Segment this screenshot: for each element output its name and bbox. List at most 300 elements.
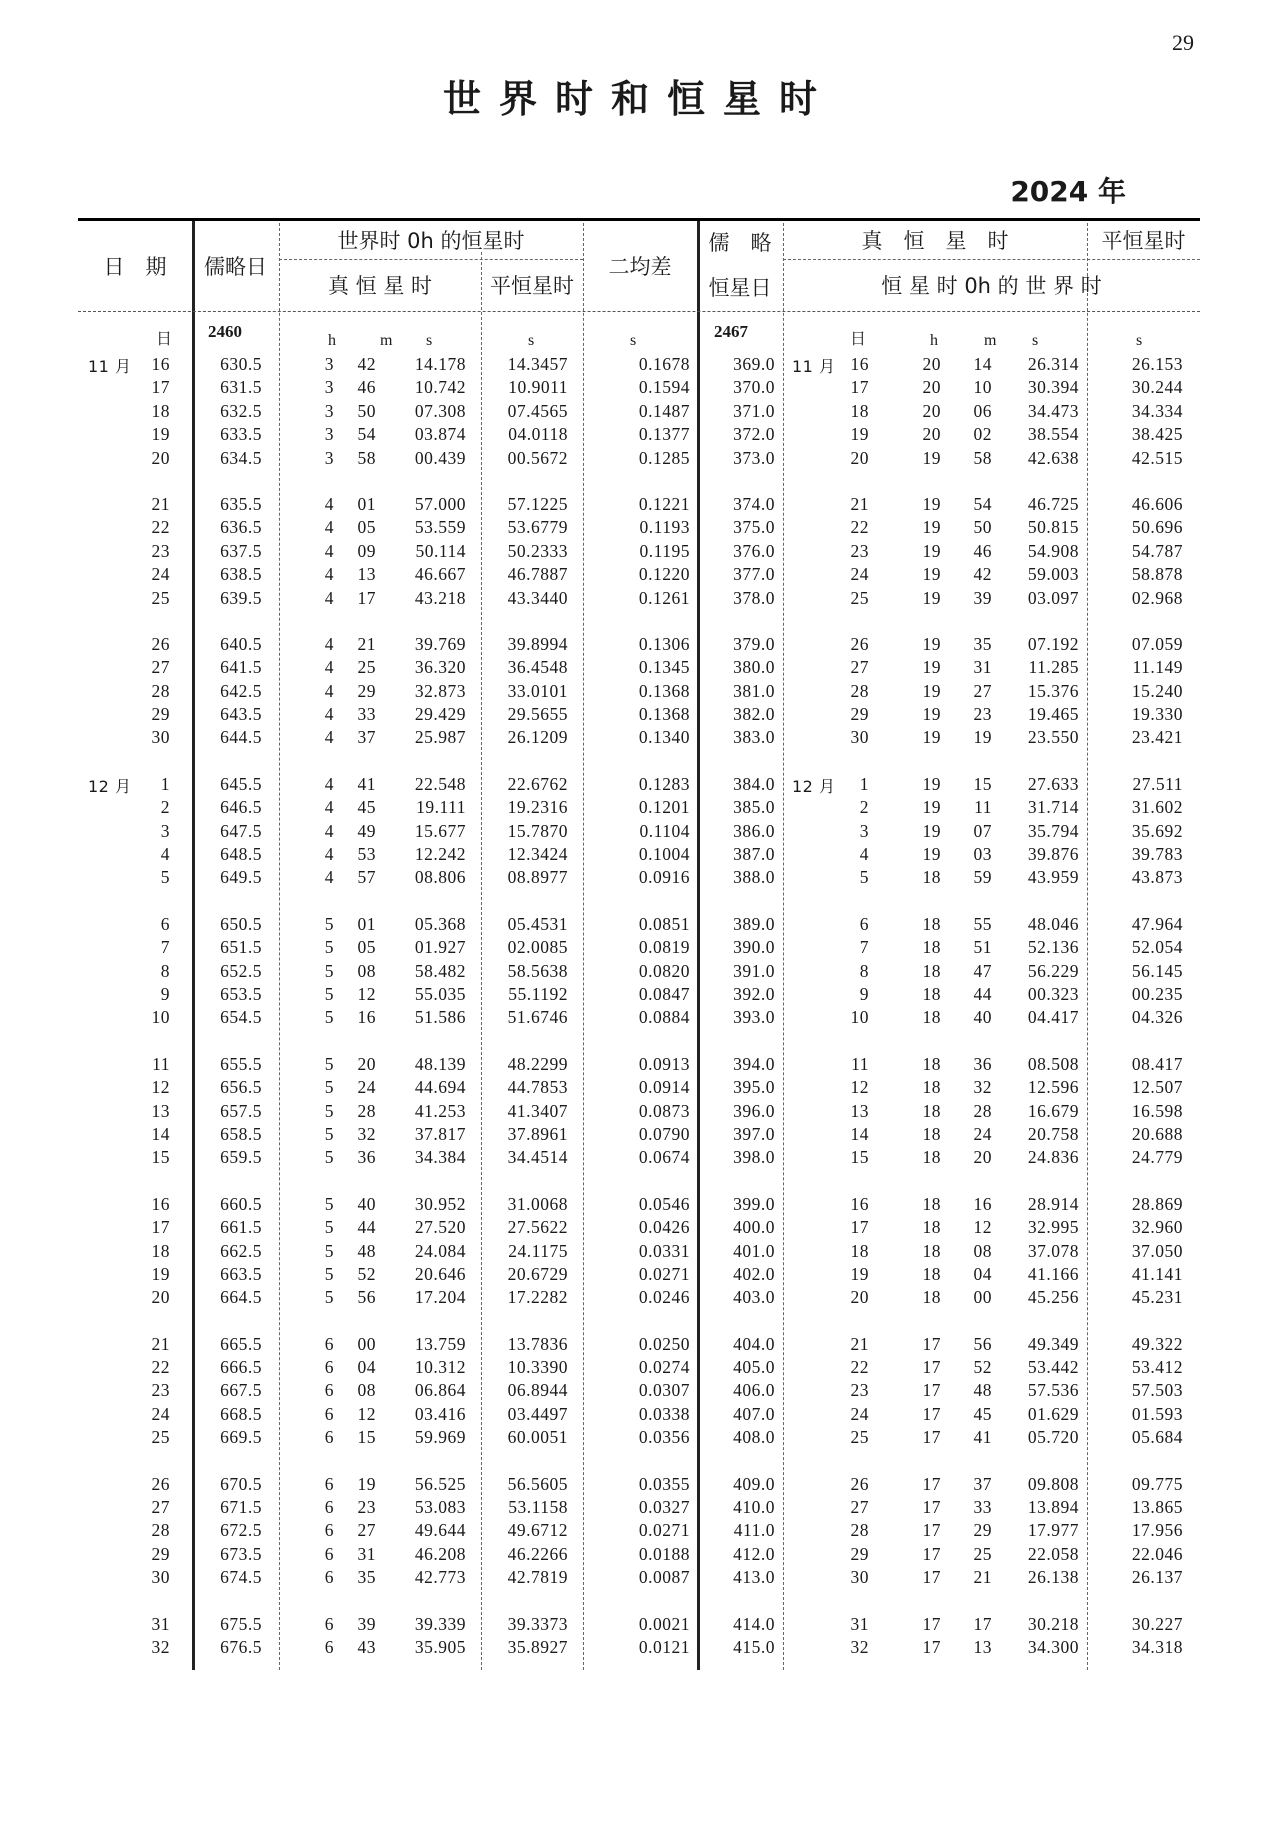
- cell-jd: 665.5: [220, 1333, 262, 1354]
- cell-mi2: 23: [973, 704, 992, 725]
- cell-ms2: 42.515: [1131, 447, 1183, 468]
- cell-h2: 19: [922, 633, 941, 654]
- cell-m: 05: [357, 517, 376, 538]
- header-date: 日 期: [103, 255, 167, 279]
- cell-s2: 34.300: [1027, 1636, 1079, 1657]
- cell-jd: 630.5: [220, 354, 262, 374]
- cell-s2: 07.192: [1027, 633, 1079, 654]
- cell-eq: 0.0820: [638, 960, 690, 981]
- cell-s2: 57.536: [1027, 1380, 1079, 1401]
- cell-jd: 649.5: [220, 867, 262, 888]
- cell-d2: 28: [850, 1520, 869, 1541]
- cell-d2: 26: [850, 1473, 869, 1494]
- cell-m: 45: [357, 797, 376, 818]
- cell-d2: 16: [850, 1193, 869, 1214]
- cell-h2: 18: [922, 1007, 941, 1028]
- cell-eq: 0.0674: [638, 1147, 690, 1168]
- cell-d2: 11: [851, 1053, 869, 1074]
- cell-ms: 46.2266: [507, 1543, 568, 1564]
- cell-s2: 30.218: [1027, 1613, 1079, 1634]
- cell-h: 5: [324, 1053, 334, 1074]
- table-row: [78, 375, 1200, 398]
- cell-mi2: 08: [973, 1240, 992, 1261]
- cell-ms: 53.6779: [507, 517, 568, 538]
- page-number: 29: [1172, 30, 1194, 55]
- cell-m: 25: [357, 657, 376, 678]
- cell-jd: 644.5: [220, 727, 262, 748]
- cell-h2: 20: [922, 400, 941, 421]
- cell-ms2: 09.775: [1131, 1473, 1183, 1494]
- header-mean-sidereal-time: 平恒星时: [1101, 229, 1186, 253]
- cell-ms: 35.8927: [507, 1636, 568, 1657]
- unit-s2: s: [1032, 332, 1039, 349]
- cell-h2: 19: [922, 493, 941, 514]
- cell-d2: 29: [850, 704, 869, 725]
- cell-ms2: 01.593: [1131, 1403, 1183, 1424]
- cell-ms: 24.1175: [508, 1240, 568, 1261]
- cell-ms2: 45.231: [1131, 1287, 1183, 1308]
- cell-ms2: 35.692: [1131, 820, 1183, 841]
- cell-ms: 04.0118: [508, 424, 568, 445]
- cell-jd: 647.5: [220, 820, 262, 841]
- cell-mi2: 42: [973, 564, 992, 585]
- cell-ms: 27.5622: [507, 1217, 568, 1238]
- cell-jsd: 397.0: [733, 1123, 775, 1144]
- cell-mi2: 02: [973, 424, 992, 445]
- cell-jd: 638.5: [220, 564, 262, 585]
- cell-day: 25: [151, 1427, 170, 1448]
- table-header: [78, 218, 1200, 312]
- cell-d2: 30: [850, 727, 869, 748]
- cell-m: 31: [357, 1543, 376, 1564]
- header-sidereal-at-ut0: 世界时 0h 的恒星时: [337, 229, 525, 253]
- cell-day: 27: [151, 1497, 170, 1518]
- cell-ms2: 39.783: [1131, 844, 1183, 865]
- cell-m: 21: [357, 633, 376, 654]
- cell-jsd: 395.0: [733, 1077, 775, 1098]
- cell-s2: 52.136: [1027, 937, 1079, 958]
- cell-ms2: 37.050: [1131, 1240, 1183, 1261]
- cell-ms: 44.7853: [507, 1077, 568, 1098]
- cell-m: 04: [357, 1357, 376, 1378]
- cell-d2: 18: [850, 1240, 869, 1261]
- cell-jsd: 410.0: [733, 1497, 775, 1518]
- cell-eq: 0.0819: [638, 937, 690, 958]
- cell-s2: 49.349: [1027, 1333, 1079, 1354]
- cell-h2: 19: [922, 727, 941, 748]
- unit-m2: m: [984, 332, 997, 349]
- cell-s: 46.667: [414, 564, 466, 585]
- cell-s2: 19.465: [1027, 704, 1079, 725]
- cell-jd: 639.5: [220, 587, 262, 608]
- header-true-sidereal: 真 恒 星 时: [327, 274, 433, 298]
- cell-s2: 17.977: [1027, 1520, 1079, 1541]
- cell-jsd: 393.0: [733, 1007, 775, 1028]
- cell-d2: 31: [850, 1613, 869, 1634]
- cell-mi2: 33: [973, 1497, 992, 1518]
- cell-m: 42: [357, 354, 376, 374]
- cell-s2: 45.256: [1027, 1287, 1079, 1308]
- cell-m: 12: [357, 1403, 376, 1424]
- header-jsd-bottom: 恒星日: [708, 276, 772, 300]
- cell-eq: 0.1368: [638, 704, 690, 725]
- cell-s2: 15.376: [1027, 680, 1079, 701]
- cell-s2: 13.894: [1027, 1497, 1079, 1518]
- cell-h: 5: [324, 983, 334, 1004]
- cell-h2: 20: [922, 377, 941, 398]
- table-row: [78, 1262, 1200, 1285]
- cell-h2: 18: [922, 1123, 941, 1144]
- cell-eq: 0.0246: [638, 1287, 690, 1308]
- cell-eq: 0.1004: [638, 844, 690, 865]
- table-row: [78, 1005, 1200, 1028]
- cell-jd: 670.5: [220, 1473, 262, 1494]
- table-row: [78, 959, 1200, 982]
- cell-s2: 26.314: [1027, 354, 1079, 374]
- cell-ms2: 13.865: [1131, 1497, 1183, 1518]
- cell-day: 18: [151, 400, 170, 421]
- cell-s2: 46.725: [1027, 493, 1079, 514]
- cell-h: 4: [324, 540, 334, 561]
- cell-eq: 0.0884: [638, 1007, 690, 1028]
- cell-jsd: 414.0: [733, 1613, 775, 1634]
- cell-ms2: 31.602: [1131, 797, 1183, 818]
- header-ut-at-sidereal0: 恒 星 时 0h 的 世 界 时: [881, 274, 1102, 298]
- unit-day2: 日: [850, 331, 867, 348]
- cell-mi2: 52: [973, 1357, 992, 1378]
- cell-jd: 666.5: [220, 1357, 262, 1378]
- cell-s2: 24.836: [1027, 1147, 1079, 1168]
- cell-eq: 0.1261: [638, 587, 690, 608]
- cell-mi2: 00: [973, 1287, 992, 1308]
- table-row: [78, 935, 1200, 958]
- group-gap: [78, 1169, 1200, 1192]
- cell-m: 52: [357, 1263, 376, 1284]
- cell-day: 29: [151, 704, 170, 725]
- cell-s: 32.873: [414, 680, 466, 701]
- cell-ms2: 04.326: [1131, 1007, 1183, 1028]
- cell-h2: 19: [922, 797, 941, 818]
- cell-h2: 17: [922, 1543, 941, 1564]
- cell-s: 06.864: [414, 1380, 466, 1401]
- cell-eq: 0.0271: [638, 1263, 690, 1284]
- cell-h: 4: [324, 844, 334, 865]
- cell-mi2: 59: [973, 867, 992, 888]
- cell-jd: 642.5: [220, 680, 262, 701]
- cell-jd: 640.5: [220, 633, 262, 654]
- cell-s2: 27.633: [1027, 773, 1079, 794]
- cell-h: 5: [324, 1123, 334, 1144]
- cell-h2: 19: [922, 517, 941, 538]
- cell-mi2: 24: [973, 1123, 992, 1144]
- cell-jsd: 376.0: [733, 540, 775, 561]
- cell-day: 21: [151, 493, 170, 514]
- cell-m: 15: [357, 1427, 376, 1448]
- cell-m: 13: [357, 564, 376, 585]
- cell-h2: 18: [922, 1147, 941, 1168]
- cell-d2: 24: [850, 564, 869, 585]
- cell-eq: 0.1195: [639, 540, 690, 561]
- cell-ms2: 08.417: [1131, 1053, 1183, 1074]
- cell-s: 57.000: [414, 493, 466, 514]
- cell-mi2: 35: [973, 633, 992, 654]
- cell-eq: 0.0790: [638, 1123, 690, 1144]
- cell-ms: 00.5672: [507, 447, 568, 468]
- cell-s: 58.482: [414, 960, 466, 981]
- cell-eq: 0.0250: [638, 1333, 690, 1354]
- table-row: [78, 1635, 1200, 1658]
- cell-h: 5: [324, 1077, 334, 1098]
- cell-mi2: 55: [973, 913, 992, 934]
- cell-jd: 643.5: [220, 704, 262, 725]
- table-body: [78, 352, 1200, 1658]
- cell-h: 6: [324, 1543, 334, 1564]
- cell-jsd: 396.0: [733, 1100, 775, 1121]
- cell-s2: 35.794: [1027, 820, 1079, 841]
- cell-day: 28: [151, 680, 170, 701]
- cell-jsd: 412.0: [733, 1543, 775, 1564]
- cell-ms2: 47.964: [1131, 913, 1183, 934]
- cell-d2: 30: [850, 1567, 869, 1588]
- table-row: [78, 1332, 1200, 1355]
- cell-h: 6: [324, 1520, 334, 1541]
- cell-h: 4: [324, 773, 334, 794]
- cell-ms: 53.1158: [508, 1497, 568, 1518]
- cell-h2: 18: [922, 960, 941, 981]
- cell-eq: 0.1306: [638, 633, 690, 654]
- cell-mi2: 21: [973, 1567, 992, 1588]
- cell-day: 10: [151, 1007, 170, 1028]
- cell-s: 14.178: [414, 354, 466, 374]
- cell-s2: 32.995: [1027, 1217, 1079, 1238]
- cell-d2: 27: [850, 657, 869, 678]
- cell-jsd: 384.0: [733, 773, 775, 794]
- cell-d2: 19: [850, 424, 869, 445]
- cell-ms: 39.3373: [507, 1613, 568, 1634]
- cell-jd: 633.5: [220, 424, 262, 445]
- cell-d2: 25: [850, 1427, 869, 1448]
- cell-jsd: 406.0: [733, 1380, 775, 1401]
- table-row: [78, 912, 1200, 935]
- cell-jsd: 369.0: [733, 354, 775, 374]
- cell-mi2: 39: [973, 587, 992, 608]
- cell-h2: 17: [922, 1473, 941, 1494]
- cell-ms: 03.4497: [507, 1403, 568, 1424]
- cell-mi2: 11: [974, 797, 992, 818]
- cell-ms: 46.7887: [507, 564, 568, 585]
- cell-m: 49: [357, 820, 376, 841]
- cell-jsd: 407.0: [733, 1403, 775, 1424]
- cell-ms: 58.5638: [507, 960, 568, 981]
- cell-ms: 33.0101: [507, 680, 568, 701]
- cell-s: 51.586: [414, 1007, 466, 1028]
- cell-mi2: 29: [973, 1520, 992, 1541]
- cell-d2: 12: [850, 1077, 869, 1098]
- cell-d2: 15: [850, 1147, 869, 1168]
- cell-jd: 654.5: [220, 1007, 262, 1028]
- cell-d2: 13: [850, 1100, 869, 1121]
- table-row: [78, 1542, 1200, 1565]
- cell-h2: 19: [922, 704, 941, 725]
- cell-mi2: 40: [973, 1007, 992, 1028]
- group-gap: [78, 1029, 1200, 1052]
- cell-ms: 02.0085: [507, 937, 568, 958]
- cell-mi2: 28: [973, 1100, 992, 1121]
- cell-s: 53.559: [414, 517, 466, 538]
- table-row: [78, 352, 1200, 375]
- cell-h: 4: [324, 493, 334, 514]
- cell-ms2: 43.873: [1131, 867, 1183, 888]
- cell-eq: 0.0426: [638, 1217, 690, 1238]
- header-jsd-top: 儒 略: [708, 231, 772, 255]
- cell-jsd: 404.0: [733, 1333, 775, 1354]
- cell-day: 16: [151, 1193, 170, 1214]
- cell-s2: 09.808: [1027, 1473, 1079, 1494]
- cell-jd: 645.5: [220, 773, 262, 794]
- cell-h2: 18: [922, 1240, 941, 1261]
- cell-h2: 17: [922, 1357, 941, 1378]
- table-row: [78, 1612, 1200, 1635]
- cell-s: 22.548: [414, 773, 466, 794]
- cell-ms2: 27.511: [1132, 773, 1183, 794]
- cell-s: 01.927: [414, 937, 466, 958]
- table-row: [78, 1472, 1200, 1495]
- cell-jd: 634.5: [220, 447, 262, 468]
- cell-s: 00.439: [414, 447, 466, 468]
- cell-h: 4: [324, 797, 334, 818]
- cell-ms2: 38.425: [1131, 424, 1183, 445]
- cell-s: 39.769: [414, 633, 466, 654]
- cell-h2: 18: [922, 867, 941, 888]
- cell-jd: 635.5: [220, 493, 262, 514]
- cell-jsd: 408.0: [733, 1427, 775, 1448]
- cell-ms2: 12.507: [1131, 1077, 1183, 1098]
- cell-s2: 30.394: [1027, 377, 1079, 398]
- cell-d2: 21: [850, 493, 869, 514]
- cell-s: 37.817: [414, 1123, 466, 1144]
- cell-day: 6: [160, 913, 170, 934]
- cell-s: 07.308: [414, 400, 466, 421]
- cell-day: 7: [160, 937, 170, 958]
- cell-d2: 18: [850, 400, 869, 421]
- table-row: [78, 399, 1200, 422]
- cell-day: 8: [160, 960, 170, 981]
- cell-d2: 10: [850, 1007, 869, 1028]
- cell-jsd: 392.0: [733, 983, 775, 1004]
- cell-day: 29: [151, 1543, 170, 1564]
- cell-ms: 31.0068: [507, 1193, 568, 1214]
- cell-eq: 0.0546: [638, 1193, 690, 1214]
- cell-s: 34.384: [414, 1147, 466, 1168]
- cell-s: 12.242: [414, 844, 466, 865]
- cell-jsd: 399.0: [733, 1193, 775, 1214]
- cell-s: 27.520: [414, 1217, 466, 1238]
- cell-day: 1: [160, 773, 170, 794]
- cell-s2: 59.003: [1027, 564, 1079, 585]
- cell-m: 29: [357, 680, 376, 701]
- table-row: [78, 842, 1200, 865]
- cell-d2: 3: [859, 820, 869, 841]
- cell-s2: 00.323: [1027, 983, 1079, 1004]
- cell-m: 01: [357, 493, 376, 514]
- cell-ms: 37.8961: [507, 1123, 568, 1144]
- cell-mi2: 25: [973, 1543, 992, 1564]
- cell-h: 5: [324, 1007, 334, 1028]
- cell-h2: 18: [922, 1053, 941, 1074]
- cell-jsd: 382.0: [733, 704, 775, 725]
- cell-ms: 56.5605: [507, 1473, 568, 1494]
- cell-eq: 0.0327: [638, 1497, 690, 1518]
- cell-eq: 0.1283: [638, 773, 690, 794]
- cell-ms: 26.1209: [507, 727, 568, 748]
- cell-m: 23: [357, 1497, 376, 1518]
- cell-m: 37: [357, 727, 376, 748]
- cell-ms: 39.8994: [507, 633, 568, 654]
- cell-s2: 31.714: [1027, 797, 1079, 818]
- group-gap: [78, 889, 1200, 912]
- cell-day: 20: [151, 1287, 170, 1308]
- table-row: [78, 586, 1200, 609]
- cell-jd: 653.5: [220, 983, 262, 1004]
- cell-m: 40: [357, 1193, 376, 1214]
- cell-mi2: 45: [973, 1403, 992, 1424]
- cell-h: 5: [324, 913, 334, 934]
- cell-ms: 10.3390: [507, 1357, 568, 1378]
- data-table: [78, 218, 1200, 1658]
- cell-d2: 4: [859, 844, 869, 865]
- cell-jsd: 409.0: [733, 1473, 775, 1494]
- cell-m: 58: [357, 447, 376, 468]
- cell-m: 56: [357, 1287, 376, 1308]
- cell-d2: 24: [850, 1403, 869, 1424]
- cell-h: 6: [324, 1403, 334, 1424]
- cell-ms2: 22.046: [1131, 1543, 1183, 1564]
- cell-day: 24: [151, 1403, 170, 1424]
- cell-jd: 674.5: [220, 1567, 262, 1588]
- cell-h: 4: [324, 867, 334, 888]
- cell-day: 32: [151, 1636, 170, 1657]
- cell-h: 5: [324, 1240, 334, 1261]
- cell-s: 05.368: [414, 913, 466, 934]
- cell-m: 17: [357, 587, 376, 608]
- cell-m: 12: [357, 983, 376, 1004]
- cell-jsd: 383.0: [733, 727, 775, 748]
- cell-s2: 37.078: [1027, 1240, 1079, 1261]
- cell-mi2: 51: [973, 937, 992, 958]
- cell-day: 30: [151, 727, 170, 748]
- cell-day: 24: [151, 564, 170, 585]
- cell-s2: 04.417: [1027, 1007, 1079, 1028]
- cell-h: 6: [324, 1473, 334, 1494]
- cell-s2: 23.550: [1027, 727, 1079, 748]
- cell-s2: 08.508: [1027, 1053, 1079, 1074]
- cell-jd: 655.5: [220, 1053, 262, 1074]
- cell-s2: 12.596: [1027, 1077, 1079, 1098]
- cell-d2: 17: [850, 1217, 869, 1238]
- cell-mi2: 19: [973, 727, 992, 748]
- cell-h: 3: [324, 400, 334, 421]
- cell-m: 01: [357, 913, 376, 934]
- cell-m: 05: [357, 937, 376, 958]
- table-row: [78, 1565, 1200, 1588]
- cell-ms: 41.3407: [507, 1100, 568, 1121]
- table-row: [78, 1495, 1200, 1518]
- cell-eq: 0.1345: [638, 657, 690, 678]
- cell-jd: 652.5: [220, 960, 262, 981]
- cell-ms: 43.3440: [507, 587, 568, 608]
- cell-s2: 01.629: [1027, 1403, 1079, 1424]
- cell-ms2: 30.244: [1131, 377, 1183, 398]
